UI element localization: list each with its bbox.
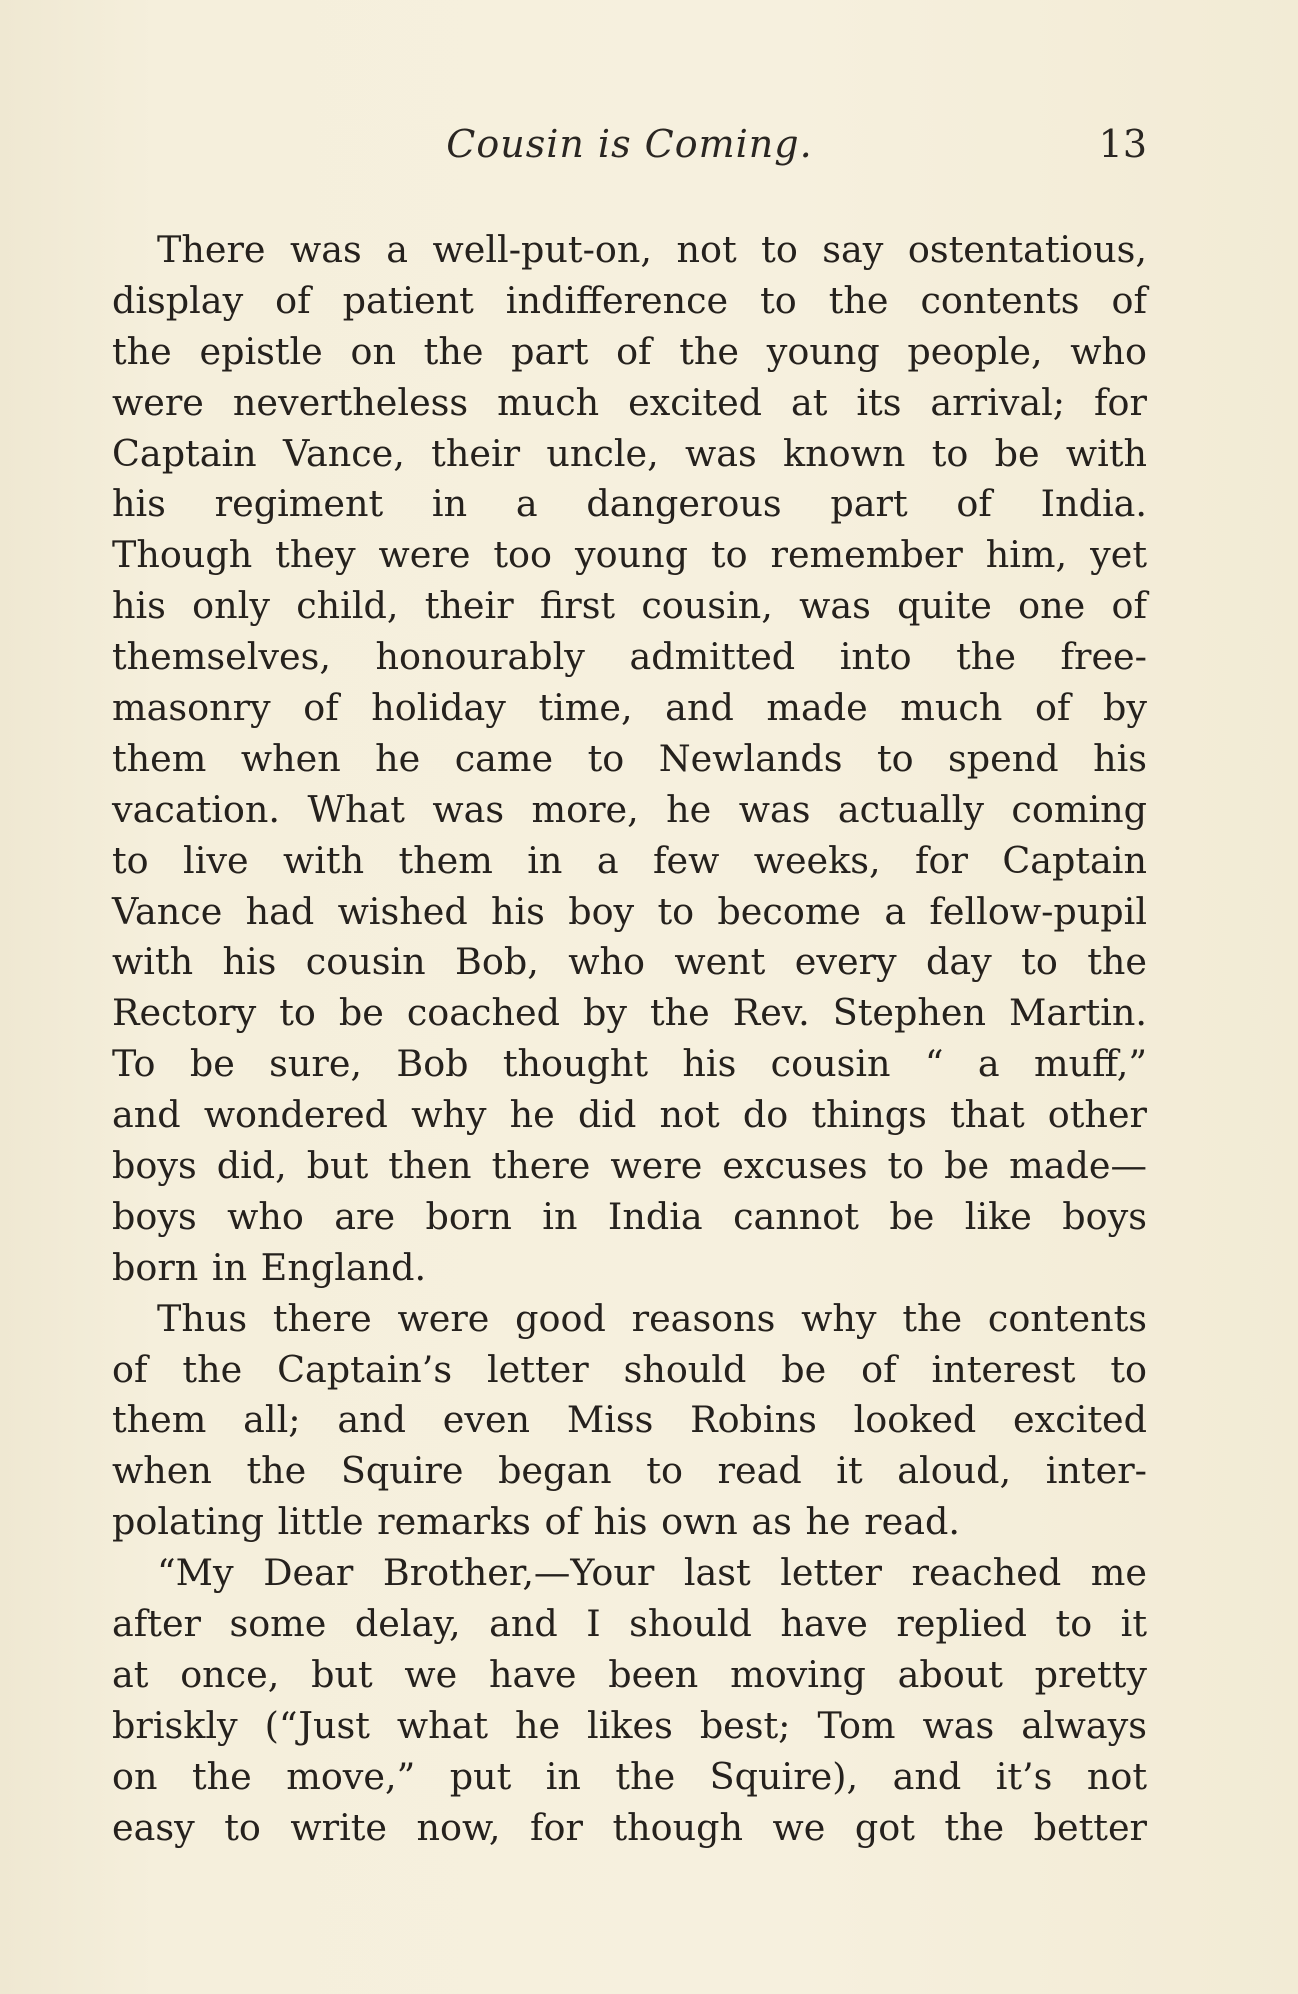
text-line: after some delay, and I should have replied to it [112,1602,1147,1646]
text-line: themselves, honourably admitted into the free- [112,635,1147,679]
text-line: on the move,” put in the Squire), and it’s not [112,1754,1147,1798]
text-line: were nevertheless much excited at its arrival; for [112,380,1147,424]
text-line: and wondered why he did not do things that other [112,1093,1147,1137]
page-number: 13 [1098,122,1147,166]
text-line: Vance had wished his boy to become a fellow-pupil [112,889,1147,933]
text-line: easy to write now, for though we got the better [112,1805,1147,1849]
text-line: boys who are born in India cannot be like boys [112,1194,1147,1238]
text-line: to live with them in a few weeks, for Captain [112,838,1147,882]
text-line: polating little remarks of his own as he read. [112,1500,960,1544]
text-line: display of patient indifference to the contents of [112,278,1147,322]
text-line: Thus there were good reasons why the contents [157,1296,1147,1340]
text-line: boys did, but then there were excuses to be made— [112,1144,1147,1188]
body-text [112,225,1147,1854]
text-line: born in England. [112,1245,427,1289]
text-line: Though they were too young to remember him, yet [112,533,1147,577]
text-line: of the Captain’s letter should be of interest to [112,1347,1147,1391]
running-title: Cousin is Coming. [446,122,813,166]
text-line: them when he came to Newlands to spend his [112,736,1147,780]
text-line: the epistle on the part of the young people, who [112,329,1147,373]
text-line: Captain Vance, their uncle, was known to be with [112,431,1147,475]
text-line: his only child, their first cousin, was quite one of [112,584,1147,628]
text-line: Rectory to be coached by the Rev. Stephen Martin. [112,991,1147,1035]
text-line: To be sure, Bob thought his cousin “ a muff,” [112,1042,1147,1086]
text-line: his regiment in a dangerous part of India. [112,482,1147,526]
text-line: vacation. What was more, he was actually coming [112,787,1147,831]
text-line: There was a well-put-on, not to say ostentatious, [157,228,1147,271]
text-line: at once, but we have been moving about pretty [112,1652,1147,1696]
text-line: masonry of holiday time, and made much of by [112,686,1147,730]
text-line: “My Dear Brother,—Your last letter reached me [157,1551,1147,1595]
text-line: them all; and even Miss Robins looked excited [112,1398,1147,1442]
running-head [112,122,1147,178]
text-line: briskly (“Just what he likes best; Tom was always [112,1703,1147,1747]
text-line: when the Squire began to read it aloud, inter- [112,1449,1147,1493]
text-line: with his cousin Bob, who went every day to the [112,940,1147,984]
